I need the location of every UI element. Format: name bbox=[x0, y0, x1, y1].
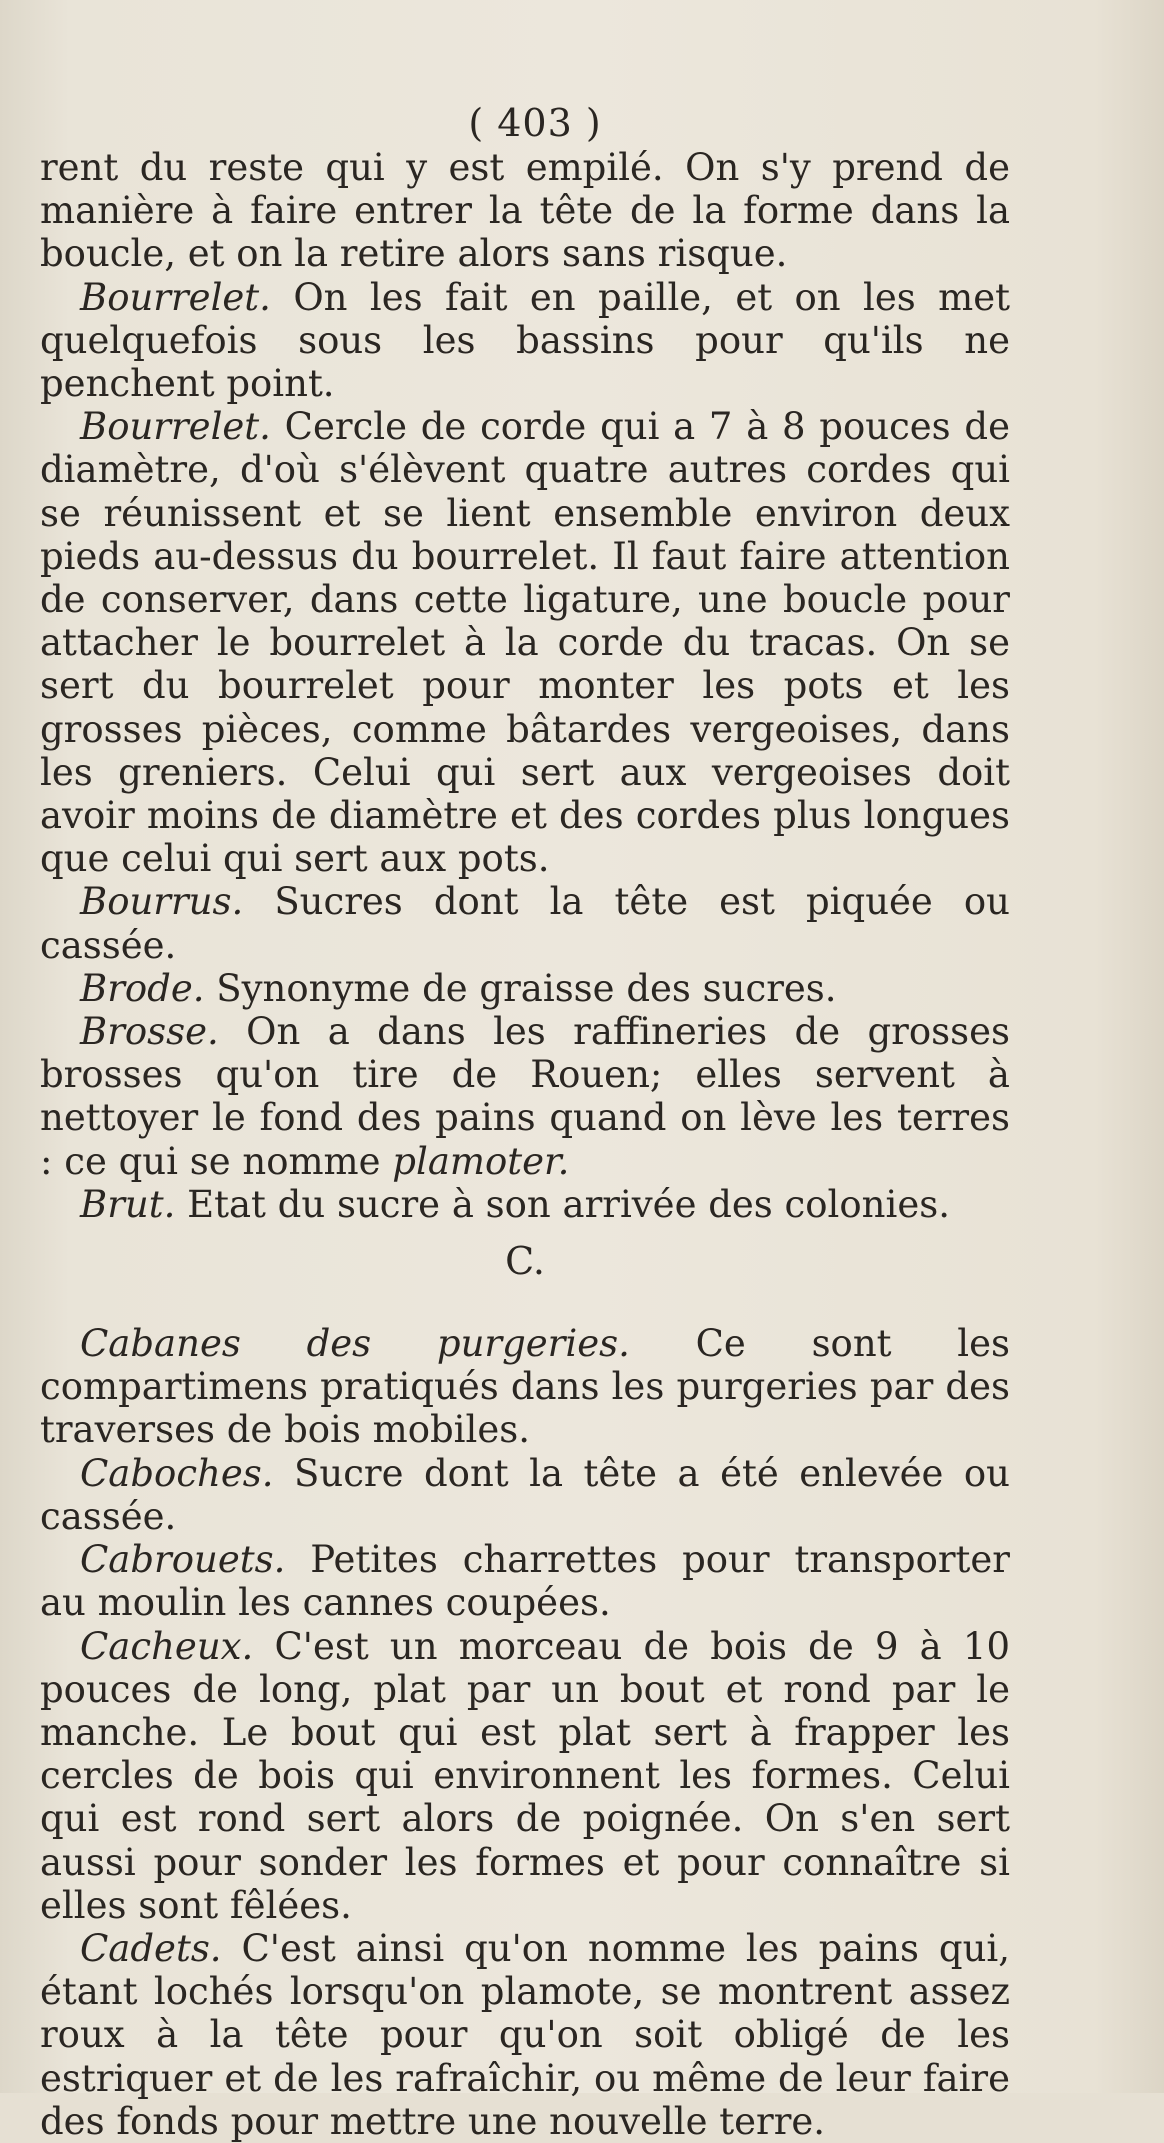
entry-term: Brosse. bbox=[80, 1010, 219, 1054]
entry-term-inline: plamoter. bbox=[392, 1139, 570, 1183]
glossary-entry bbox=[40, 1452, 1010, 1538]
entry-definition: Etat du sucre à son arrivée des colonies. bbox=[175, 1182, 950, 1226]
page-number: ( 403 ) bbox=[468, 101, 602, 145]
entry-term: Cacheux. bbox=[80, 1624, 254, 1668]
glossary-entry bbox=[40, 1010, 1010, 1183]
entry-definition: Sucres dont la tête est piquée ou cassée. bbox=[40, 880, 1010, 967]
entry-term: Cabrouets. bbox=[80, 1538, 286, 1582]
entry-term: Brode. bbox=[80, 966, 205, 1010]
continuation-paragraph: rent du reste qui y est empilé. On s'y prend de manière à faire entrer la tête de la forme dans la boucle, et on la retire alors sans risque. bbox=[40, 146, 1010, 276]
entry-term: Cabanes des purgeries. bbox=[80, 1322, 630, 1366]
glossary-entry bbox=[40, 276, 1010, 406]
letter-heading: C. bbox=[505, 1239, 545, 1284]
glossary-entry bbox=[40, 1927, 1010, 2143]
entry-definition: On les fait en paille, et on les met quelquefois sous les bassins pour qu'ils ne penchent point. bbox=[40, 275, 1010, 406]
entry-term: Cadets. bbox=[80, 1926, 222, 1970]
entry-definition: Synonyme de graisse des sucres. bbox=[204, 966, 837, 1010]
entry-term: Caboches. bbox=[80, 1451, 274, 1495]
glossary-entry bbox=[40, 405, 1010, 880]
entry-term: Bourrelet. bbox=[80, 405, 271, 449]
entry-definition: Ce sont les compartimens pratiqués dans les purgeries par des traverses de bois mobiles. bbox=[40, 1322, 1011, 1452]
entry-definition: C'est ainsi qu'on nomme les pains qui, étant lochés lorsqu'on plamote, se montrent assez roux à la tête pour qu'on soit obligé de les estriquer et de les rafraîchir, ou même de leur faire des fonds pour mettre une nouvelle terre. bbox=[40, 1926, 1010, 2143]
entry-definition: On a dans les raffineries de grosses brosses qu'on tire de Rouen; elles servent à nettoyer le fond des pains quand on lève les terres : ce qui se nomme bbox=[40, 1010, 1010, 1183]
glossary-entry bbox=[40, 1625, 1010, 1927]
glossary-entry bbox=[40, 880, 1010, 966]
text-block bbox=[40, 100, 1010, 2143]
entry-definition: Cercle de corde qui a 7 à 8 pouces de diamètre, d'où s'élèvent quatre autres cordes qui se réunissent et se lient ensemble environ deux pieds au-dessus du bourrelet. Il faut faire attention de conserver, dans cette ligature, une boucle pour attacher le bourrelet à la corde du tracas. On se sert du bourrelet pour monter les pots et les grosses pièces, comme bâtardes vergeoises, dans les greniers. Celui qui sert aux vergeoises doit avoir moins de diamètre et des cordes plus longues que celui qui sert aux pots. bbox=[40, 405, 1010, 881]
entry-term: Bourrelet. bbox=[80, 275, 271, 319]
entry-term: Bourrus. bbox=[80, 880, 244, 924]
glossary-entry bbox=[40, 967, 1010, 1010]
glossary-entry bbox=[40, 1183, 1010, 1226]
glossary-entry bbox=[40, 1538, 1010, 1624]
entry-definition: C'est un morceau de bois de 9 à 10 pouces de long, plat par un bout et rond par le manche. Le bout qui est plat sert à frapper les cercles de bois qui environnent les formes. Celui qui est rond sert alors de poignée. On s'en sert aussi pour sonder les formes et pour connaître si elles sont fêlées. bbox=[40, 1624, 1010, 1927]
entry-definition: Sucre dont la tête a été enlevée ou cassée. bbox=[40, 1451, 1010, 1538]
entry-definition: Petites charrettes pour transporter au moulin les cannes coupées. bbox=[40, 1538, 1010, 1625]
glossary-entry bbox=[40, 1322, 1010, 1452]
entry-term: Brut. bbox=[80, 1182, 176, 1226]
